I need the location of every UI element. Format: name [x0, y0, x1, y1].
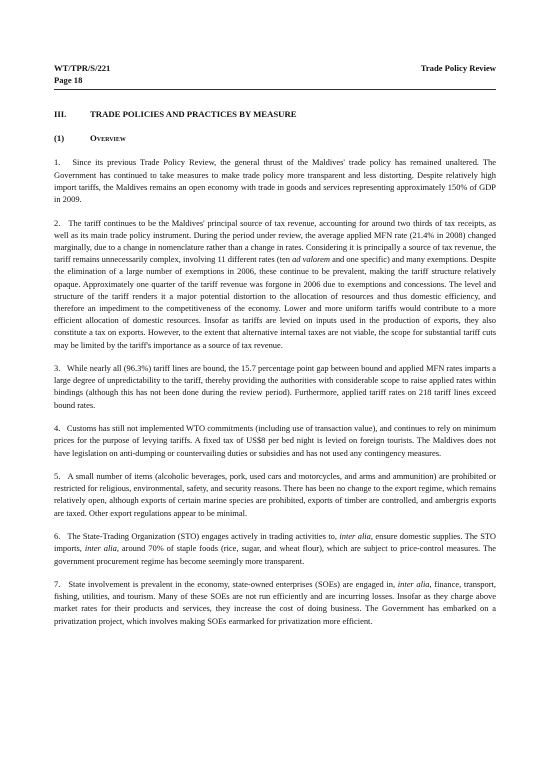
document-body	[54, 108, 496, 638]
subsection-number: (1)	[54, 133, 65, 144]
paragraph-text: and one specific) and many exemptions. Despite the elimination of a large number of exemptions in 2006, these continue to be prevalent, making the tariff structure relatively opaque. Approximately one quarter of the tariff revenue was forgone in 2006 due to exemptions and concessions. The level and structure of the tariff renders it a major potential distortion to the allocation of resources and thus domestic efficiency, and therefore an impediment to the competitiveness of the economy. Lower and more uniform tariffs would contribute to a more efficient allocation of domestic resources. Insofar as tariffs are levied on inputs used in the production of exports, they also constitute a tax on exports. However, to the extent that alternative internal taxes are not viable, the scope for substantial tariff cuts may be limited by the tariff's importance as a source of tax revenue.	[54, 254, 496, 350]
paragraph-text-italic: inter alia	[397, 579, 430, 590]
paragraph-number: 4.	[54, 423, 61, 434]
paragraph-number: 3.	[54, 363, 61, 374]
paragraph-text: Customs has still not implemented WTO commitments (including use of transaction value), and continues to rely on minimum prices for the purpose of levying tariffs. A fixed tax of US$8 per bed night is levied on foreign tourists. The Maldives does not have legislation on anti-dumping or countervailing duties or subsidies and has not used any contingency measures.	[54, 423, 497, 458]
doc-symbol: WT/TPR/S/221	[54, 63, 111, 73]
section-heading	[54, 108, 496, 120]
paragraph-number: 6.	[54, 531, 61, 542]
paragraph-text: A small number of items (alcoholic beverages, pork, used cars and motorcycles, and arms and ammunition) are prohibited or restricted for religious, environmental, safety, and security reasons. There has been no change to the export regime, which remains relatively open, although exports of certain marine species are prohibited, exports of timber are controlled, and ambergris exports are taxed. Other export regulations appear to be minimal.	[54, 471, 496, 518]
paragraph-text: While nearly all (96.3%) tariff lines are bound, the 15.7 percentage point gap between bound and applied MFN rates imparts a large degree of unpredictability to the tariff, thereby providing the authorities with considerable scope to raise applied rates within bindings (although this has not been done during the review period). Furthermore, applied tariff rates on 218 tariff lines exceed bound rates.	[54, 363, 496, 410]
paragraph-4	[54, 422, 496, 459]
paragraph-6	[54, 530, 496, 567]
paragraph-3	[54, 362, 496, 411]
section-number: III.	[54, 109, 67, 119]
section-title: TRADE POLICIES AND PRACTICES BY MEASURE	[90, 109, 297, 119]
paragraph-number: 5.	[54, 471, 61, 482]
paragraph-text: The State-Trading Organization (STO) engages actively in trading activities to,	[67, 531, 340, 542]
subsection-heading	[54, 132, 496, 144]
subsection-title: Overview	[90, 133, 126, 144]
header-rule	[54, 89, 496, 90]
page-header	[54, 62, 496, 86]
paragraph-text: , around 70% of staple foods (rice, sugar, and wheat flour), which are subject to price-control measures. The government procurement regime has become seemingly more transparent.	[54, 543, 496, 566]
paragraph-5	[54, 470, 496, 519]
paragraph-text-italic: inter alia	[84, 543, 117, 554]
paragraph-text: , ensure domestic supplies. The STO imports,	[54, 531, 496, 554]
doc-title: Trade Policy Review	[420, 63, 496, 73]
paragraph-text-italic: inter alia	[339, 531, 371, 542]
paragraph-2	[54, 217, 496, 351]
paragraph-number: 7.	[54, 579, 61, 590]
paragraph-1	[54, 156, 496, 205]
paragraph-number: 1.	[54, 157, 61, 168]
paragraph-text: Since its previous Trade Policy Review, the general thrust of the Maldives' trade policy has remained unaltered. The Government has continued to take measures to make trade policy more transparent and less distorting. Despite relatively high import tariffs, the Maldives remains an open economy with trade in goods and services representing approximately 150% of GDP in 2009.	[54, 157, 497, 205]
paragraph-text-italic: ad valorem	[292, 254, 330, 265]
paragraph-number: 2.	[54, 217, 61, 228]
paragraph-text: The tariff continues to be the Maldives' principal source of tax revenue, accounting for around two thirds of tax receipts, as well as its main trade policy instrument. During the period under review, the average applied MFN rate (21.4% in 2008) changed marginally, due to a change in nomenclature rather than a change in rates. Considering it is principally a source of tax revenue, the tariff remains unnecessarily complex, involving 11 different rates (ten	[54, 217, 496, 265]
paragraph-text: , finance, transport, fishing, utilities, and tourism. Many of these SOEs are not run efficiently and are incurring losses. Insofar as they charge above market rates for their products and services, they increase the cost of doing business. The Government has embarked on a privatization project, which involves making SOEs earmarked for privatization more efficient.	[54, 579, 497, 626]
page-number: Page 18	[54, 75, 83, 85]
paragraph-7	[54, 578, 496, 627]
paragraph-text: State involvement is prevalent in the economy, state-owned enterprises (SOEs) are engaged in,	[68, 579, 398, 590]
